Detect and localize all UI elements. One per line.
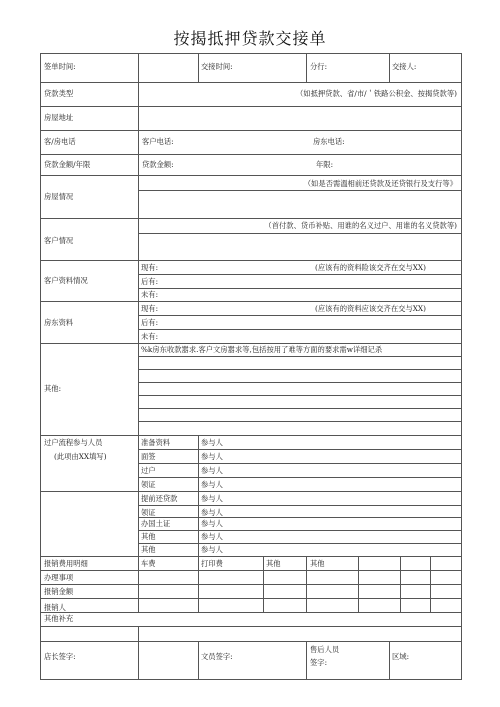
sign-time-label: 签单时间:	[44, 62, 76, 71]
amount-label: 贷款金额/年限	[44, 160, 91, 169]
years-label: 年限:	[316, 160, 334, 169]
participant-label: 参与人	[201, 519, 223, 528]
client-docs-none: 未有:	[141, 290, 159, 299]
participant-label: 参与人	[201, 452, 223, 461]
phone-label: 客/房电话	[44, 137, 76, 146]
clerk-sign-label: 文员签字:	[201, 652, 233, 661]
process-step: 提前还贷款	[141, 494, 178, 503]
participant-label: 参与人	[201, 532, 223, 541]
after-sales-label: 售后人员	[310, 645, 340, 654]
owner-docs-note: (应该有的资料应该交齐在交与XX)	[315, 304, 426, 313]
house-label: 房屋情况	[44, 192, 74, 201]
participant-label: 参与人	[201, 508, 223, 517]
region-label: 区域:	[392, 652, 410, 661]
participant-label: 参与人	[201, 545, 223, 554]
process-step: 其他	[141, 545, 156, 554]
process-step: 过户	[141, 466, 156, 475]
handover-time-label: 交接时间:	[201, 62, 233, 71]
client-status-note: （首付款、货币补贴、用谁的名义过户、用谁的名义贷款等)	[264, 221, 457, 230]
car-fee-label: 车费	[141, 559, 156, 568]
matter-label: 办理事项	[44, 573, 74, 582]
client-phone-label: 客户电话:	[142, 137, 174, 146]
process-sublabel: (此项由XX填写)	[54, 452, 107, 461]
client-docs-later: 后有:	[141, 277, 159, 286]
expense-label: 报销费用明细	[44, 559, 88, 568]
process-step: 领证	[141, 508, 156, 517]
other-fee-label: 其他	[310, 559, 325, 568]
address-label: 房屋地址	[44, 113, 74, 122]
handover-person-label: 交接人:	[392, 62, 417, 71]
owner-docs-label: 房东资料	[44, 318, 74, 327]
after-sales-sign-label: 签字:	[310, 658, 328, 667]
client-docs-label: 客户资料情况	[44, 276, 88, 285]
process-step: 面签	[141, 452, 156, 461]
house-note: （如是否需溫相前还贷款及还贷银行及支行等》	[303, 179, 457, 188]
supplement-label: 其他补充	[44, 614, 74, 623]
print-fee-label: 打印费	[201, 559, 223, 568]
owner-docs-none: 未有:	[141, 332, 159, 341]
loan-amount-label: 贷款金额:	[142, 160, 174, 169]
participant-label: 参与人	[201, 494, 223, 503]
process-label: 过户流程参与人员	[44, 438, 103, 447]
process-step: 其他	[141, 532, 156, 541]
other-note: %k房东收款嚣求.客户文房嚣求等,包括按用了难等方面的要求需w详细记杀	[141, 345, 383, 354]
client-docs-note: (应该有的资料险该交齐在交与XX)	[315, 263, 426, 272]
process-step: 办国土证	[141, 519, 171, 528]
process-step: 准备资料	[141, 438, 171, 447]
manager-sign-label: 店长签字:	[44, 652, 76, 661]
client-status-label: 客户情况	[44, 236, 74, 245]
reimb-amount-label: 报销金额	[44, 587, 74, 596]
reimburser-label: 报销人	[44, 603, 66, 612]
owner-docs-later: 后有:	[141, 318, 159, 327]
owner-phone-label: 房东电话:	[313, 137, 345, 146]
client-docs-have: 现有:	[141, 263, 159, 272]
owner-docs-have: 现有:	[141, 304, 159, 313]
other-fee-label: 其他	[266, 559, 281, 568]
loan-type-label: 贷款类型	[44, 89, 74, 98]
participant-label: 参与人	[201, 480, 223, 489]
branch-label: 分行:	[310, 62, 328, 71]
participant-label: 参与人	[201, 466, 223, 475]
other-label: 其他:	[44, 384, 62, 393]
participant-label: 参与人	[201, 438, 223, 447]
form-title: 按揭抵押贷款交接单	[173, 29, 327, 48]
loan-type-note: （如抵押贷款、省/市/＇铁路公积金、按揭贷款等)	[296, 89, 457, 98]
process-step: 领证	[141, 480, 156, 489]
